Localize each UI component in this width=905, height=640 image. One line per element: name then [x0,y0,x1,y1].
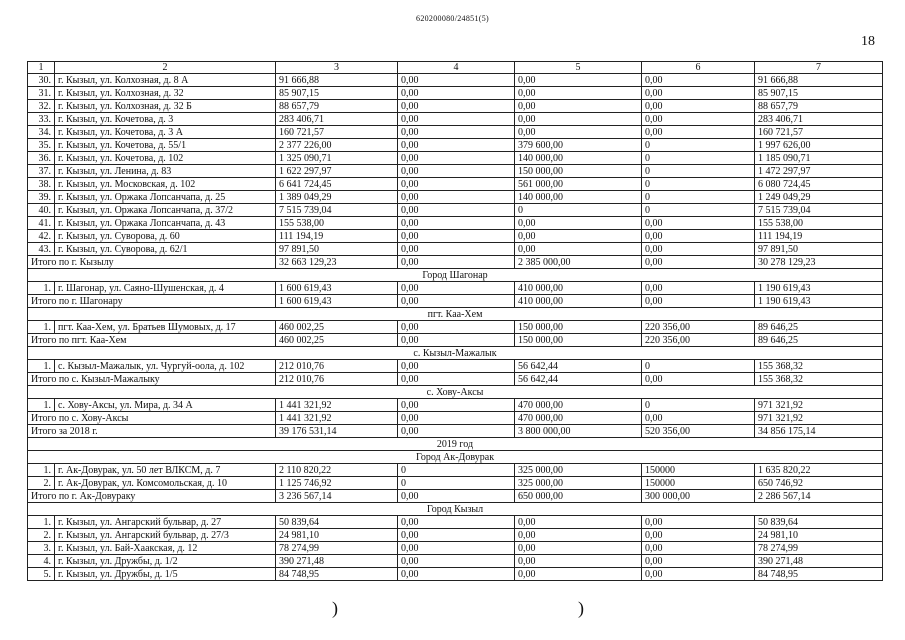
row-number: 35. [28,139,55,152]
total-cell: 0,00 [642,373,755,386]
total-cell: 0,00 [398,412,515,425]
address-cell: г. Кызыл, ул. Суворова, д. 60 [55,230,276,243]
amount-cell: 0,00 [515,542,642,555]
amount-cell: 220 356,00 [642,321,755,334]
amount-cell: 140 000,00 [515,152,642,165]
total-row [28,256,883,269]
column-header: 6 [642,62,755,74]
row-number: 32. [28,100,55,113]
amount-cell: 0,00 [398,178,515,191]
amount-cell: 0,00 [642,230,755,243]
total-cell: 212 010,76 [276,373,398,386]
address-cell: г. Кызыл, ул. Ангарский бульвар, д. 27/3 [55,529,276,542]
amount-cell: 0,00 [642,243,755,256]
amount-cell: 0,00 [398,399,515,412]
total-cell: 971 321,92 [755,412,883,425]
address-cell: г. Кызыл, ул. Кочетова, д. 3 А [55,126,276,139]
table-row [28,191,883,204]
amount-cell: 7 515 739,04 [276,204,398,217]
amount-cell: 150000 [642,477,755,490]
amount-cell: 0 [642,191,755,204]
amount-cell: 1 190 619,43 [755,282,883,295]
column-header: 3 [276,62,398,74]
amount-cell: 150000 [642,464,755,477]
total-cell: 0,00 [398,425,515,438]
column-header: 4 [398,62,515,74]
amount-cell: 78 274,99 [276,542,398,555]
table-row [28,230,883,243]
row-number: 31. [28,87,55,100]
amount-cell: 78 274,99 [755,542,883,555]
total-cell: 0,00 [642,412,755,425]
amount-cell: 97 891,50 [276,243,398,256]
amount-cell: 390 271,48 [755,555,883,568]
amount-cell: 91 666,88 [755,74,883,87]
row-number: 30. [28,74,55,87]
section-title: Город Шагонар [28,269,883,282]
total-cell: 155 368,32 [755,373,883,386]
total-row [28,295,883,308]
total-cell: 1 190 619,43 [755,295,883,308]
total-cell: 650 000,00 [515,490,642,503]
document-id: 620200080/24851(5) [416,14,489,23]
address-cell: г. Кызыл, ул. Дружбы, д. 1/2 [55,555,276,568]
row-number: 38. [28,178,55,191]
amount-cell: 0,00 [642,126,755,139]
row-number: 33. [28,113,55,126]
address-cell: с. Хову-Аксы, ул. Мира, д. 34 А [55,399,276,412]
section-title: Город Ак-Довурак [28,451,883,464]
table-row [28,529,883,542]
amount-cell: 0,00 [642,542,755,555]
amount-cell: 1 125 746,92 [276,477,398,490]
table-row [28,360,883,373]
amount-cell: 89 646,25 [755,321,883,334]
table-row [28,568,883,581]
section-title: Город Кызыл [28,503,883,516]
total-cell: 0,00 [642,256,755,269]
total-cell: 3 800 000,00 [515,425,642,438]
amount-cell: 150 000,00 [515,321,642,334]
table-row [28,113,883,126]
row-number: 1. [28,399,55,412]
amount-cell: 1 635 820,22 [755,464,883,477]
amount-cell: 1 185 090,71 [755,152,883,165]
total-cell: 56 642,44 [515,373,642,386]
amount-cell: 325 000,00 [515,464,642,477]
row-number: 2. [28,529,55,542]
amount-cell: 1 441 321,92 [276,399,398,412]
amount-cell: 0,00 [398,321,515,334]
amount-cell: 0,00 [515,126,642,139]
amount-cell: 0,00 [515,568,642,581]
amount-cell: 0,00 [642,87,755,100]
total-row [28,334,883,347]
total-cell: 410 000,00 [515,295,642,308]
address-cell: г. Кызыл, ул. Колхозная, д. 32 Б [55,100,276,113]
amount-cell: 88 657,79 [276,100,398,113]
total-label: Итого по пгт. Каа-Хем [28,334,276,347]
handwritten-mark: ) [332,598,338,618]
amount-cell: 390 271,48 [276,555,398,568]
total-cell: 89 646,25 [755,334,883,347]
amount-cell: 0,00 [515,243,642,256]
address-cell: г. Кызыл, ул. Ангарский бульвар, д. 27 [55,516,276,529]
row-number: 1. [28,360,55,373]
address-cell: г. Кызыл, ул. Кочетова, д. 102 [55,152,276,165]
section-row [28,269,883,282]
amount-cell: 2 110 820,22 [276,464,398,477]
amount-cell: 470 000,00 [515,399,642,412]
row-number: 4. [28,555,55,568]
total-cell: 3 236 567,14 [276,490,398,503]
amount-cell: 1 472 297,97 [755,165,883,178]
amount-cell: 0,00 [515,74,642,87]
amount-cell: 0,00 [515,87,642,100]
amount-cell: 160 721,57 [276,126,398,139]
column-header: 5 [515,62,642,74]
total-cell: 470 000,00 [515,412,642,425]
address-cell: г. Шагонар, ул. Саяно-Шушенская, д. 4 [55,282,276,295]
column-header: 7 [755,62,883,74]
address-cell: г. Кызыл, ул. Кочетова, д. 3 [55,113,276,126]
amount-cell: 0,00 [642,555,755,568]
amount-cell: 1 249 049,29 [755,191,883,204]
amount-cell: 0,00 [642,516,755,529]
total-cell: 520 356,00 [642,425,755,438]
amount-cell: 0,00 [398,139,515,152]
amount-cell: 0,00 [398,516,515,529]
row-number: 3. [28,542,55,555]
amount-cell: 0,00 [642,217,755,230]
amount-cell: 0,00 [515,230,642,243]
amount-cell: 460 002,25 [276,321,398,334]
row-number: 1. [28,282,55,295]
address-cell: г. Кызыл, ул. Оржака Лопсанчапа, д. 37/2 [55,204,276,217]
amount-cell: 2 377 226,00 [276,139,398,152]
amount-cell: 0,00 [398,217,515,230]
amount-cell: 1 600 619,43 [276,282,398,295]
amount-cell: 0 [398,477,515,490]
amount-cell: 1 997 626,00 [755,139,883,152]
table-header-row [28,62,883,74]
amount-cell: 160 721,57 [755,126,883,139]
amount-cell: 0,00 [642,100,755,113]
row-number: 37. [28,165,55,178]
table-row [28,542,883,555]
amount-cell: 0,00 [398,126,515,139]
amount-cell: 0,00 [642,529,755,542]
total-cell: 1 441 321,92 [276,412,398,425]
row-number: 36. [28,152,55,165]
amount-cell: 0,00 [398,87,515,100]
amount-cell: 0 [642,178,755,191]
table-row [28,399,883,412]
amount-cell: 155 538,00 [276,217,398,230]
amount-cell: 0,00 [398,360,515,373]
page-number: 18 [861,34,875,49]
amount-cell: 0,00 [515,516,642,529]
section-row [28,386,883,399]
section-row [28,308,883,321]
amount-cell: 0,00 [398,555,515,568]
total-cell: 150 000,00 [515,334,642,347]
amount-cell: 88 657,79 [755,100,883,113]
row-number: 1. [28,321,55,334]
amount-cell: 0 [642,139,755,152]
data-table [27,61,883,581]
table-row [28,152,883,165]
total-label: Итого за 2018 г. [28,425,276,438]
table-row [28,87,883,100]
amount-cell: 0,00 [398,568,515,581]
amount-cell: 212 010,76 [276,360,398,373]
table-row [28,321,883,334]
total-cell: 1 600 619,43 [276,295,398,308]
amount-cell: 50 839,64 [755,516,883,529]
row-number: 1. [28,516,55,529]
amount-cell: 1 389 049,29 [276,191,398,204]
total-cell: 2 385 000,00 [515,256,642,269]
address-cell: пгт. Каа-Хем, ул. Братьев Шумовых, д. 17 [55,321,276,334]
amount-cell: 0,00 [398,165,515,178]
amount-cell: 155 368,32 [755,360,883,373]
amount-cell: 0,00 [398,529,515,542]
amount-cell: 283 406,71 [276,113,398,126]
total-row [28,373,883,386]
total-cell: 34 856 175,14 [755,425,883,438]
amount-cell: 0 [642,152,755,165]
section-row [28,503,883,516]
table-row [28,555,883,568]
amount-cell: 140 000,00 [515,191,642,204]
amount-cell: 50 839,64 [276,516,398,529]
amount-cell: 155 538,00 [755,217,883,230]
amount-cell: 84 748,95 [755,568,883,581]
column-header: 2 [55,62,276,74]
amount-cell: 0,00 [398,113,515,126]
table-row [28,204,883,217]
amount-cell: 1 622 297,97 [276,165,398,178]
amount-cell: 0 [642,165,755,178]
table-row [28,243,883,256]
total-cell: 460 002,25 [276,334,398,347]
row-number: 34. [28,126,55,139]
total-cell: 2 286 567,14 [755,490,883,503]
amount-cell: 0,00 [642,74,755,87]
amount-cell: 56 642,44 [515,360,642,373]
address-cell: г. Кызыл, ул. Ленина, д. 83 [55,165,276,178]
total-cell: 39 176 531,14 [276,425,398,438]
amount-cell: 0,00 [398,191,515,204]
section-row [28,451,883,464]
table-row [28,282,883,295]
amount-cell: 283 406,71 [755,113,883,126]
table-body [28,74,883,581]
address-cell: с. Кызыл-Мажалык, ул. Чургуй-оола, д. 102 [55,360,276,373]
amount-cell: 0 [642,399,755,412]
row-number: 40. [28,204,55,217]
amount-cell: 410 000,00 [515,282,642,295]
amount-cell: 0,00 [642,113,755,126]
section-row [28,347,883,360]
amount-cell: 7 515 739,04 [755,204,883,217]
row-number: 42. [28,230,55,243]
section-row [28,438,883,451]
address-cell: г. Кызыл, ул. Московская, д. 102 [55,178,276,191]
address-cell: г. Кызыл, ул. Оржака Лопсанчапа, д. 25 [55,191,276,204]
amount-cell: 0,00 [515,217,642,230]
amount-cell: 1 325 090,71 [276,152,398,165]
amount-cell: 24 981,10 [755,529,883,542]
amount-cell: 0,00 [398,100,515,113]
total-label: Итого по с. Кызыл-Мажалыку [28,373,276,386]
total-label: Итого по г. Ак-Довураку [28,490,276,503]
amount-cell: 0,00 [398,152,515,165]
amount-cell: 150 000,00 [515,165,642,178]
total-cell: 0,00 [398,490,515,503]
section-title: 2019 год [28,438,883,451]
row-number: 39. [28,191,55,204]
address-cell: г. Ак-Довурак, ул. Комсомольская, д. 10 [55,477,276,490]
table-row [28,74,883,87]
address-cell: г. Кызыл, ул. Суворова, д. 62/1 [55,243,276,256]
amount-cell: 0,00 [398,542,515,555]
amount-cell: 0,00 [515,529,642,542]
total-row [28,425,883,438]
total-cell: 0,00 [642,295,755,308]
table-row [28,165,883,178]
table-row [28,139,883,152]
amount-cell: 379 600,00 [515,139,642,152]
total-cell: 300 000,00 [642,490,755,503]
amount-cell: 971 321,92 [755,399,883,412]
amount-cell: 84 748,95 [276,568,398,581]
amount-cell: 0,00 [642,568,755,581]
amount-cell: 97 891,50 [755,243,883,256]
column-header: 1 [28,62,55,74]
address-cell: г. Кызыл, ул. Дружбы, д. 1/5 [55,568,276,581]
table-row [28,178,883,191]
row-number: 5. [28,568,55,581]
amount-cell: 111 194,19 [276,230,398,243]
amount-cell: 24 981,10 [276,529,398,542]
amount-cell: 85 907,15 [755,87,883,100]
amount-cell: 0,00 [398,282,515,295]
address-cell: г. Кызыл, ул. Бай-Хаакская, д. 12 [55,542,276,555]
address-cell: г. Кызыл, ул. Колхозная, д. 32 [55,87,276,100]
section-title: пгт. Каа-Хем [28,308,883,321]
row-number: 2. [28,477,55,490]
total-cell: 0,00 [398,256,515,269]
amount-cell: 91 666,88 [276,74,398,87]
amount-cell: 0,00 [515,555,642,568]
table-row [28,100,883,113]
address-cell: г. Кызыл, ул. Оржака Лопсанчапа, д. 43 [55,217,276,230]
total-cell: 0,00 [398,295,515,308]
total-cell: 220 356,00 [642,334,755,347]
section-title: с. Кызыл-Мажалык [28,347,883,360]
address-cell: г. Ак-Довурак, ул. 50 лет ВЛКСМ, д. 7 [55,464,276,477]
total-label: Итого по г. Кызылу [28,256,276,269]
amount-cell: 0 [642,360,755,373]
table-row [28,464,883,477]
table-row [28,217,883,230]
amount-cell: 6 641 724,45 [276,178,398,191]
total-cell: 0,00 [398,373,515,386]
amount-cell: 0,00 [398,204,515,217]
amount-cell: 0,00 [642,282,755,295]
amount-cell: 650 746,92 [755,477,883,490]
amount-cell: 0,00 [398,230,515,243]
address-cell: г. Кызыл, ул. Кочетова, д. 55/1 [55,139,276,152]
amount-cell: 0 [642,204,755,217]
total-label: Итого по с. Хову-Аксы [28,412,276,425]
total-cell: 0,00 [398,334,515,347]
amount-cell: 0 [515,204,642,217]
amount-cell: 0,00 [398,74,515,87]
section-title: с. Хову-Аксы [28,386,883,399]
total-row [28,412,883,425]
handwritten-mark: ) [578,598,584,618]
amount-cell: 325 000,00 [515,477,642,490]
total-row [28,490,883,503]
table-row [28,477,883,490]
row-number: 43. [28,243,55,256]
table-row [28,516,883,529]
row-number: 1. [28,464,55,477]
amount-cell: 0,00 [398,243,515,256]
amount-cell: 0,00 [515,113,642,126]
amount-cell: 111 194,19 [755,230,883,243]
table-row [28,126,883,139]
amount-cell: 0 [398,464,515,477]
amount-cell: 85 907,15 [276,87,398,100]
address-cell: г. Кызыл, ул. Колхозная, д. 8 А [55,74,276,87]
amount-cell: 561 000,00 [515,178,642,191]
total-cell: 30 278 129,23 [755,256,883,269]
amount-cell: 6 080 724,45 [755,178,883,191]
total-label: Итого по г. Шагонару [28,295,276,308]
amount-cell: 0,00 [515,100,642,113]
row-number: 41. [28,217,55,230]
total-cell: 32 663 129,23 [276,256,398,269]
